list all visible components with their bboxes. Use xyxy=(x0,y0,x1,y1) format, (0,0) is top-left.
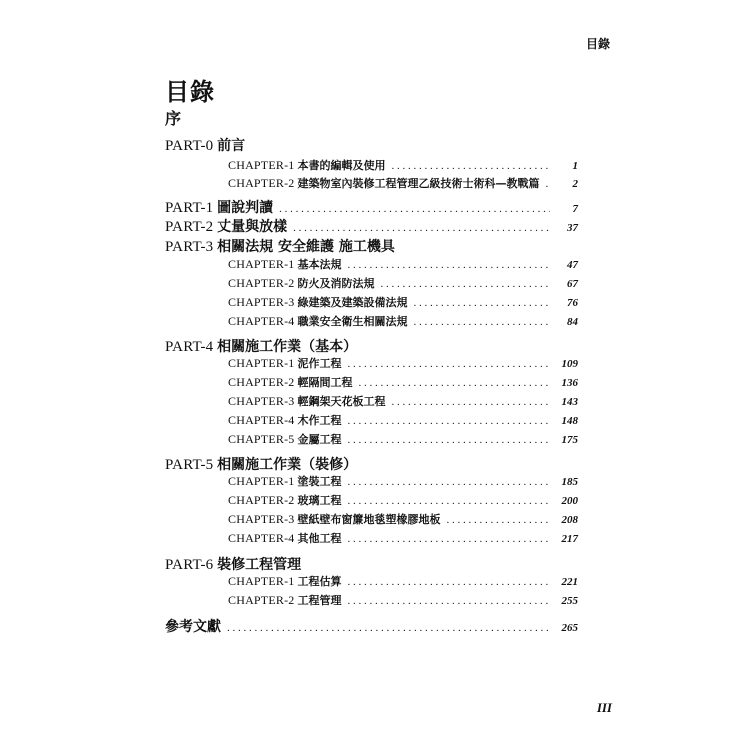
dot-leader xyxy=(279,203,550,215)
toc-entry-code: CHAPTER-2 xyxy=(228,276,295,290)
toc-page-number: 67 xyxy=(567,278,578,290)
toc-entry-code: CHAPTER-1 xyxy=(228,474,295,488)
toc-entry-title: 泥作工程 xyxy=(297,357,342,370)
toc-entry-label xyxy=(165,236,395,256)
toc-entry-code: CHAPTER-1 xyxy=(228,257,295,271)
dot-leader xyxy=(413,316,550,328)
toc-entry-title: 工程估算 xyxy=(297,575,342,588)
dot-leader xyxy=(347,358,550,370)
toc-entry-code: PART-5 xyxy=(165,457,214,473)
toc-entry-label xyxy=(228,157,385,173)
toc-part-entry[interactable] xyxy=(165,135,578,155)
toc-entry-code: CHAPTER-5 xyxy=(228,432,295,446)
toc-entry-title: 參考文獻 xyxy=(165,619,221,635)
toc-entry-label xyxy=(228,530,341,546)
dot-leader xyxy=(347,576,550,588)
toc-entry-title: 職業安全衛生相關法規 xyxy=(297,315,408,328)
toc-chapter-entry[interactable] xyxy=(228,573,578,589)
toc-entry-title: 本書的編輯及使用 xyxy=(297,159,386,172)
toc-entry-title: 圖說判讀 xyxy=(217,200,274,216)
toc-entry-label xyxy=(228,175,539,191)
toc-page-number: 84 xyxy=(567,316,578,328)
toc-entry-label xyxy=(228,431,341,447)
dot-leader xyxy=(380,278,550,290)
page-title: 目錄 xyxy=(165,78,215,106)
toc-entry-code: CHAPTER-1 xyxy=(228,356,295,370)
toc-part-entry[interactable] xyxy=(165,197,578,217)
toc-chapter-entry[interactable] xyxy=(228,592,578,608)
toc-entry-title: 金屬工程 xyxy=(297,433,342,446)
toc-entry-label xyxy=(165,135,245,155)
toc-page-number: 1 xyxy=(572,160,578,172)
toc-part-entry[interactable] xyxy=(165,336,578,356)
toc-entry-label xyxy=(228,294,407,310)
toc-page-number: 185 xyxy=(561,476,578,488)
toc-chapter-entry[interactable] xyxy=(228,393,578,409)
toc-entry-label xyxy=(228,374,352,390)
toc-page-number: 47 xyxy=(567,259,578,271)
toc-entry-label xyxy=(228,492,341,508)
toc-entry-code: CHAPTER-2 xyxy=(228,493,295,507)
toc-entry-label xyxy=(165,197,273,217)
toc-entry-label xyxy=(228,592,341,608)
toc-chapter-entry[interactable] xyxy=(228,175,578,191)
toc-entry-code: PART-6 xyxy=(165,557,214,573)
toc-entry-code: CHAPTER-4 xyxy=(228,413,295,427)
toc-page-number: 208 xyxy=(561,514,578,526)
dot-leader xyxy=(347,476,550,488)
toc-entry-code: CHAPTER-2 xyxy=(228,176,295,190)
toc-entry-label xyxy=(228,511,440,527)
toc-chapter-entry[interactable] xyxy=(228,473,578,489)
toc-entry-title: 相關施工作業（裝修） xyxy=(217,457,358,473)
toc-part-entry[interactable] xyxy=(165,454,578,474)
toc-entry-code: PART-4 xyxy=(165,339,214,355)
dot-leader xyxy=(347,533,550,545)
toc-entry-label xyxy=(165,216,287,236)
toc-entry-title: 工程管理 xyxy=(297,594,342,607)
toc-entry-code: CHAPTER-3 xyxy=(228,512,295,526)
toc-entry-code: CHAPTER-3 xyxy=(228,295,295,309)
toc-page-number: 175 xyxy=(561,434,578,446)
dot-leader xyxy=(293,222,550,234)
toc-page-number: 7 xyxy=(572,203,578,215)
toc-chapter-entry[interactable] xyxy=(228,492,578,508)
toc-part-entry[interactable] xyxy=(165,554,578,574)
toc-page-number: 37 xyxy=(567,222,578,234)
toc-entry-title: 相關施工作業（基本） xyxy=(217,339,358,355)
dot-leader xyxy=(347,434,550,446)
toc-entry-title: 建築物室內裝修工程管理乙級技術士術科—教戰篇 xyxy=(297,177,540,190)
toc-entry-preface[interactable]: 序 xyxy=(165,109,182,128)
toc-part-entry[interactable] xyxy=(165,216,578,236)
dot-leader xyxy=(391,160,550,172)
dot-leader xyxy=(391,396,550,408)
dot-leader xyxy=(347,595,550,607)
toc-entry-code: PART-3 xyxy=(165,239,214,255)
toc-entry-code: PART-1 xyxy=(165,200,214,216)
toc-entry-label xyxy=(165,616,221,636)
toc-chapter-entry[interactable] xyxy=(228,256,578,272)
toc-entry-title: 防火及消防法規 xyxy=(297,277,375,290)
dot-leader xyxy=(413,297,550,309)
toc-entry-title: 綠建築及建築設備法規 xyxy=(297,296,408,309)
toc-entry-title: 塗裝工程 xyxy=(297,475,342,488)
toc-entry-label xyxy=(228,393,385,409)
toc-page-number: 2 xyxy=(572,178,578,190)
toc-entry-title: 壁紙壁布窗簾地毯塑橡膠地板 xyxy=(297,513,441,526)
page-number: III xyxy=(596,700,612,715)
toc-chapter-entry[interactable] xyxy=(228,511,578,527)
toc-page-number: 221 xyxy=(561,576,578,588)
toc-page-number: 109 xyxy=(561,358,578,370)
toc-page-number: 265 xyxy=(561,622,578,634)
toc-page-number: 76 xyxy=(567,297,578,309)
toc-page-number: 200 xyxy=(561,495,578,507)
toc-entry-label xyxy=(228,355,341,371)
toc-chapter-entry[interactable] xyxy=(228,294,578,310)
toc-entry-code: CHAPTER-2 xyxy=(228,593,295,607)
toc-page-number: 217 xyxy=(561,533,578,545)
toc-entry-code: CHAPTER-2 xyxy=(228,375,295,389)
toc-page-number: 136 xyxy=(561,377,578,389)
toc-entry-label xyxy=(228,573,341,589)
dot-leader xyxy=(446,514,550,526)
toc-chapter-entry[interactable] xyxy=(228,355,578,371)
toc-chapter-entry[interactable] xyxy=(228,431,578,447)
dot-leader xyxy=(347,495,550,507)
toc-chapter-entry[interactable] xyxy=(228,412,578,428)
toc-part-entry[interactable] xyxy=(165,616,578,636)
toc-entry-title: 裝修工程管理 xyxy=(217,557,302,573)
toc-page-number: 255 xyxy=(561,595,578,607)
toc-entry-code: CHAPTER-3 xyxy=(228,394,295,408)
dot-leader xyxy=(347,415,550,427)
toc-page-number: 143 xyxy=(561,396,578,408)
toc-entry-title: 基本法規 xyxy=(297,258,342,271)
toc-chapter-entry[interactable] xyxy=(228,275,578,291)
toc-entry-title: 輕隔間工程 xyxy=(297,376,353,389)
toc-entry-title: 丈量與放樣 xyxy=(217,219,288,235)
toc-entry-code: CHAPTER-1 xyxy=(228,158,295,172)
toc-entry-code: PART-2 xyxy=(165,219,214,235)
toc-chapter-entry[interactable] xyxy=(228,530,578,546)
toc-entry-code: PART-0 xyxy=(165,138,214,154)
toc-chapter-entry[interactable] xyxy=(228,374,578,390)
toc-page-number: 148 xyxy=(561,415,578,427)
dot-leader xyxy=(545,178,550,190)
toc-entry-title: 木作工程 xyxy=(297,414,342,427)
toc-entry-title: 輕鋼架天花板工程 xyxy=(297,395,386,408)
toc-chapter-entry[interactable] xyxy=(228,157,578,173)
dot-leader xyxy=(347,259,550,271)
running-header: 目錄 xyxy=(585,37,610,51)
toc-entry-title: 相關法規 安全維護 施工機具 xyxy=(217,239,395,255)
dot-leader xyxy=(227,622,550,634)
toc-part-entry[interactable] xyxy=(165,236,578,256)
toc-entry-code: CHAPTER-4 xyxy=(228,531,295,545)
toc-entry-title: 玻璃工程 xyxy=(297,494,342,507)
toc-entry-label xyxy=(228,313,407,329)
toc-chapter-entry[interactable] xyxy=(228,313,578,329)
dot-leader xyxy=(358,377,550,389)
toc-entry-label xyxy=(228,412,341,428)
toc-entry-title: 前言 xyxy=(217,138,246,154)
toc-entry-label xyxy=(228,473,341,489)
toc-entry-code: CHAPTER-4 xyxy=(228,314,295,328)
toc-entry-code: CHAPTER-1 xyxy=(228,574,295,588)
toc-entry-label xyxy=(165,336,357,356)
toc-entry-title: 其他工程 xyxy=(297,532,342,545)
toc-entry-label xyxy=(228,256,341,272)
toc-entry-label xyxy=(165,554,301,574)
toc-entry-label xyxy=(165,454,357,474)
toc-entry-label xyxy=(228,275,374,291)
